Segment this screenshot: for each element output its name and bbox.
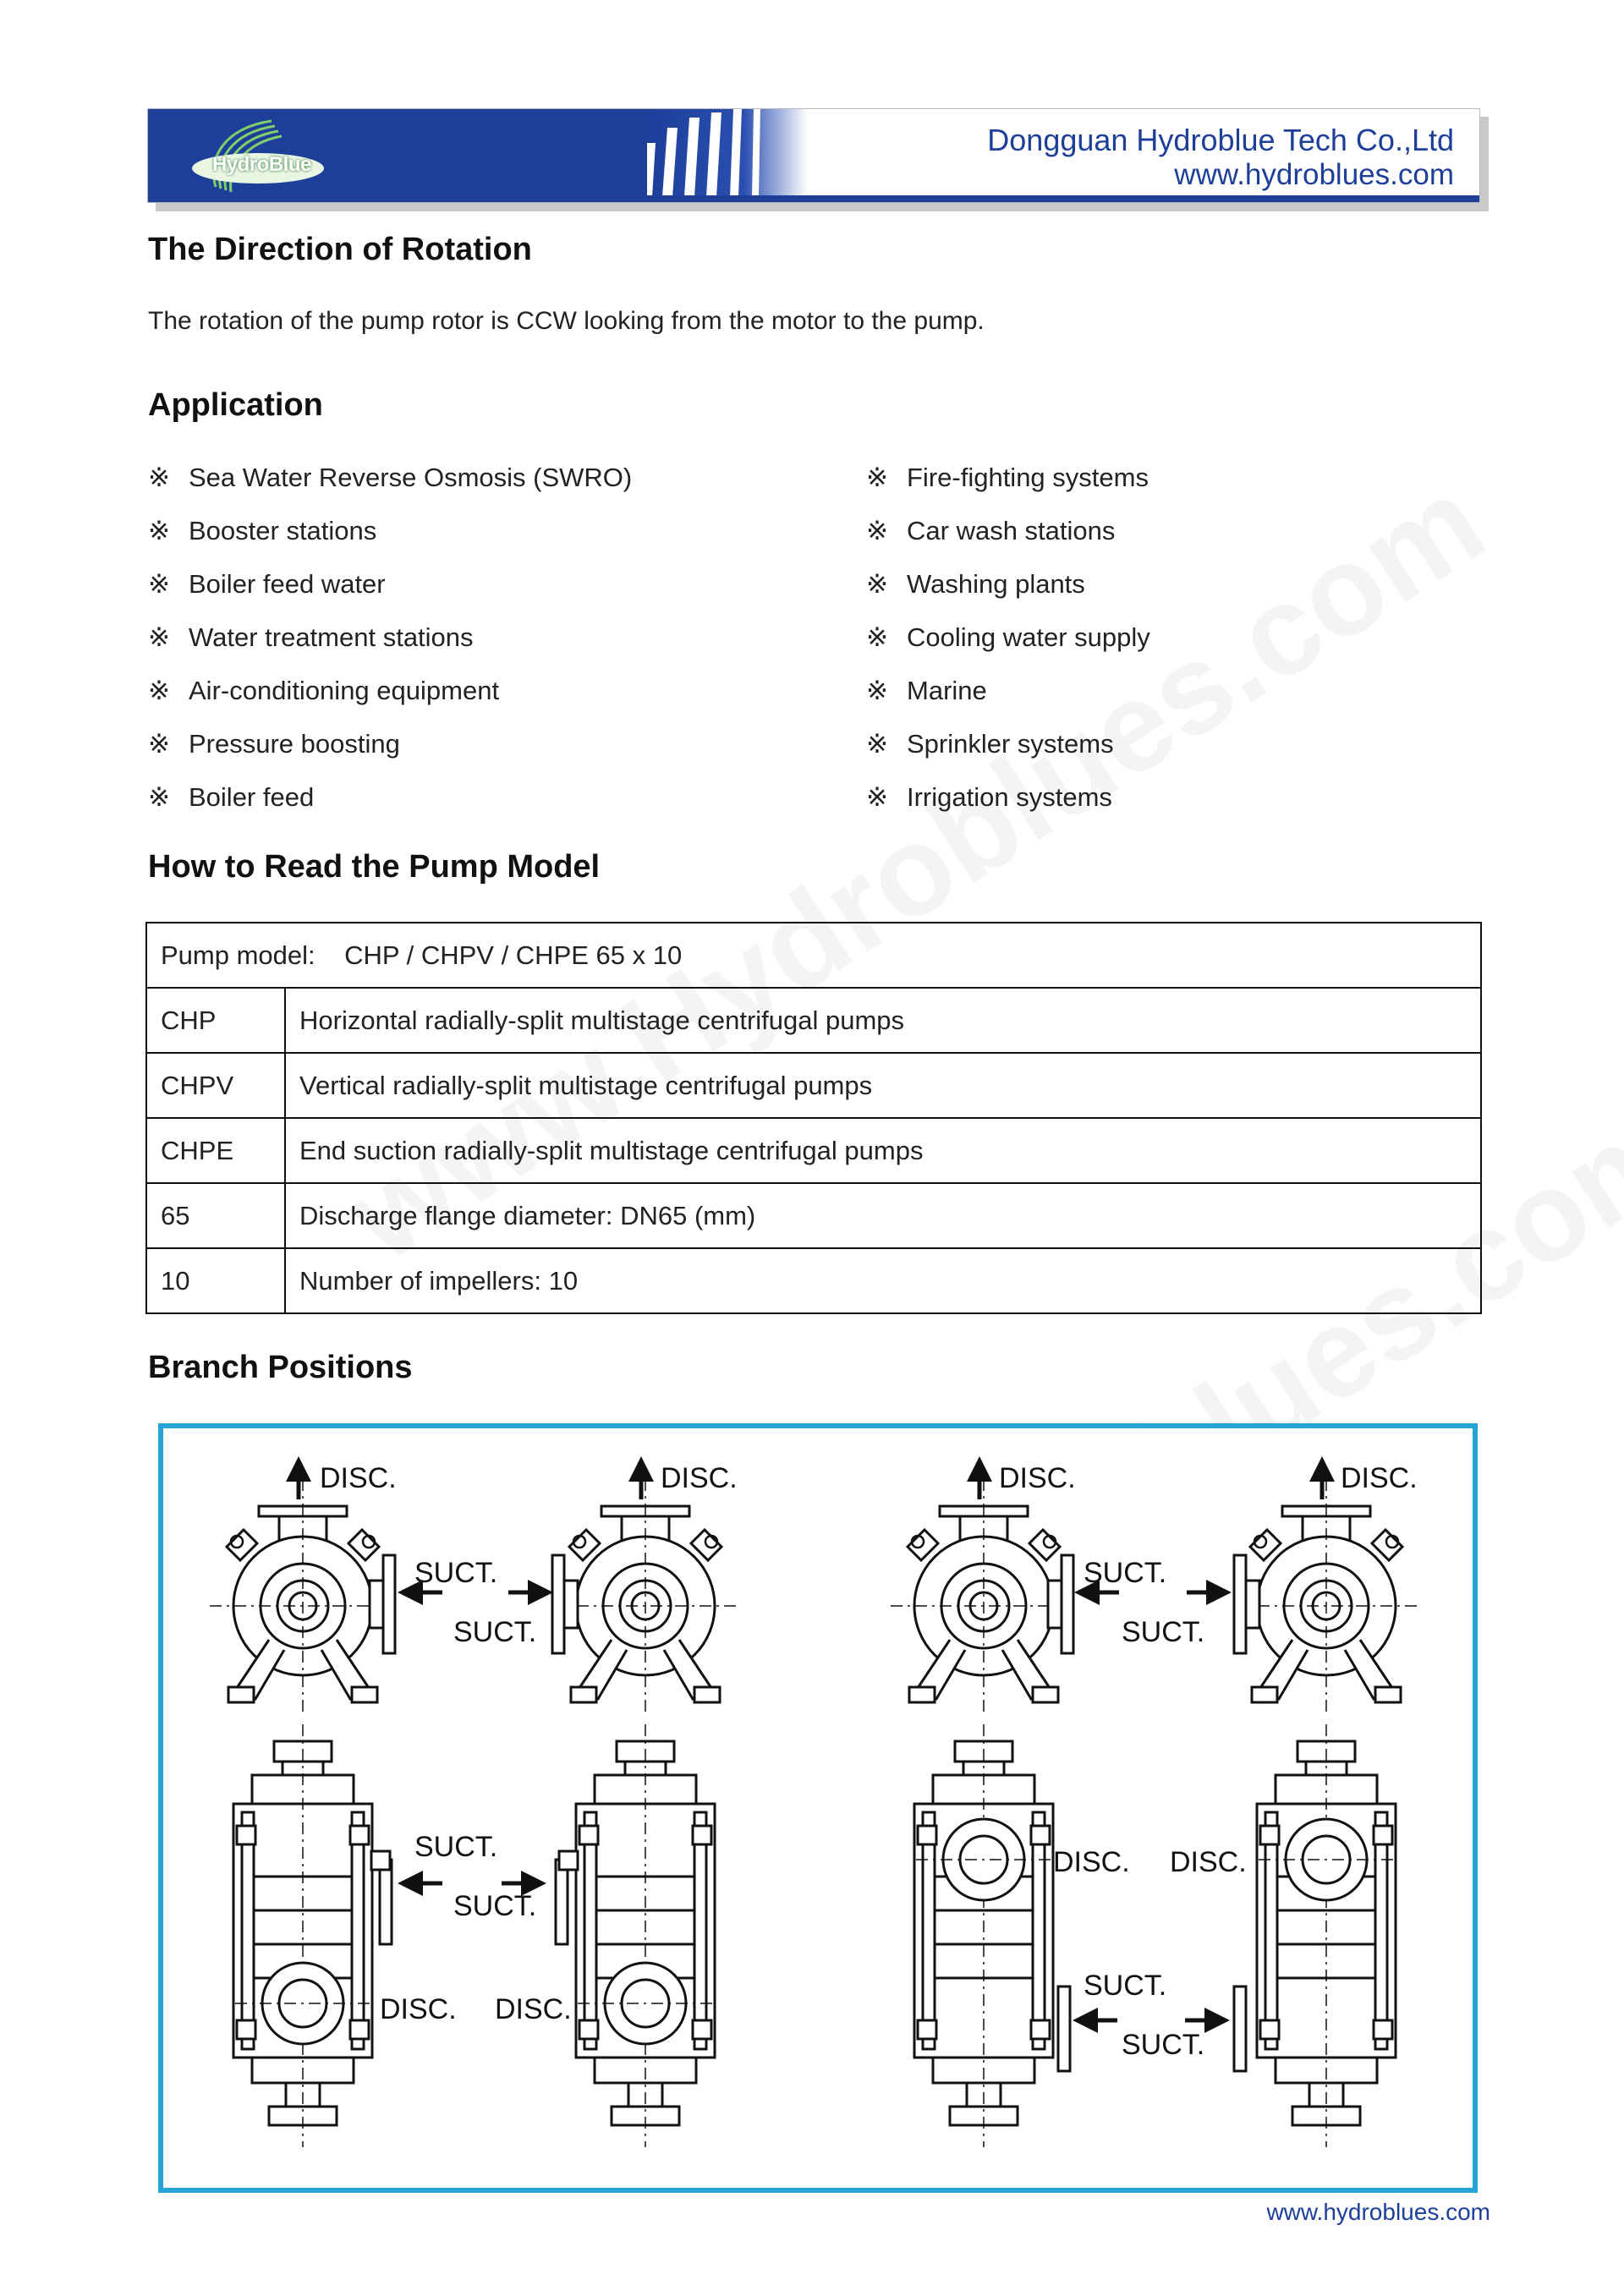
application-item: ※ Air-conditioning equipment	[148, 676, 500, 705]
bullet-icon: ※	[866, 782, 888, 812]
company-block	[987, 123, 1454, 192]
pump-drawing	[891, 1469, 1419, 1716]
suct-label: SUCT.	[453, 1616, 537, 1648]
model-label: Pump model:	[161, 940, 315, 970]
suct-label: SUCT.	[1084, 1970, 1167, 2002]
disc-label: DISC.	[495, 1993, 572, 2025]
bullet-icon: ※	[866, 676, 888, 705]
application-item: ※ Boiler feed	[148, 782, 315, 812]
application-item: ※ Water treatment stations	[148, 622, 474, 652]
table-row	[146, 1183, 1481, 1248]
disc-label: DISC.	[999, 1462, 1076, 1494]
header-stripes	[647, 109, 816, 197]
desc-cell: Discharge flange diameter: DN65 (mm)	[285, 1183, 1481, 1248]
application-item: ※ Fire-fighting systems	[866, 463, 1149, 492]
pump-drawing	[914, 1724, 1396, 2147]
pump-model-table	[145, 922, 1482, 1314]
desc-cell: Number of impellers: 10	[285, 1248, 1481, 1313]
logo-text: HydroBlue	[212, 153, 311, 176]
code-cell: CHP	[146, 988, 285, 1053]
disc-label: DISC.	[1053, 1846, 1130, 1878]
suct-label: SUCT.	[1084, 1557, 1167, 1589]
suct-label: SUCT.	[414, 1831, 498, 1863]
desc-cell: Vertical radially-split multistage centrifugal pumps	[285, 1053, 1481, 1118]
bullet-icon: ※	[148, 463, 170, 492]
model-value: CHP / CHPV / CHPE 65 x 10	[344, 940, 683, 970]
desc-cell: End suction radially-split multistage centrifugal pumps	[285, 1118, 1481, 1183]
bullet-icon: ※	[866, 516, 888, 545]
code-cell: CHPE	[146, 1118, 285, 1183]
bullet-icon: ※	[866, 463, 888, 492]
bullet-icon: ※	[148, 569, 170, 599]
suct-label: SUCT.	[1122, 1616, 1205, 1648]
company-url[interactable]: www.hydroblues.com	[1174, 158, 1454, 191]
application-item: ※ Cooling water supply	[866, 622, 1150, 652]
application-item: ※ Boiler feed water	[148, 569, 386, 599]
branch-heading: Branch Positions	[148, 1350, 413, 1385]
bullet-icon: ※	[866, 569, 888, 599]
bullet-icon: ※	[148, 516, 170, 545]
application-item: ※ Irrigation systems	[866, 782, 1112, 812]
application-item: ※ Washing plants	[866, 569, 1085, 599]
table-row	[146, 923, 1481, 988]
header-underline	[148, 195, 1479, 202]
disc-label: DISC.	[380, 1993, 457, 2025]
pump-model-heading: How to Read the Pump Model	[148, 849, 601, 885]
disc-label: DISC.	[1170, 1846, 1247, 1878]
application-item: ※ Pressure boosting	[148, 729, 400, 759]
bullet-icon: ※	[148, 729, 170, 759]
bullet-icon: ※	[866, 729, 888, 759]
bullet-icon: ※	[866, 622, 888, 652]
application-item: ※ Car wash stations	[866, 516, 1116, 545]
application-item: ※ Sprinkler systems	[866, 729, 1114, 759]
pump-drawing	[233, 1724, 715, 2147]
rotation-heading: The Direction of Rotation	[148, 232, 532, 267]
pump-drawing	[210, 1469, 738, 1716]
bullet-icon: ※	[148, 676, 170, 705]
page-header	[147, 108, 1480, 203]
model-cell	[146, 923, 1481, 988]
table-row	[146, 1248, 1481, 1313]
suct-label: SUCT.	[1122, 2029, 1205, 2061]
table-row	[146, 988, 1481, 1053]
application-item: ※ Booster stations	[148, 516, 377, 545]
bullet-icon: ※	[148, 622, 170, 652]
branch-diagram	[163, 1428, 1473, 2188]
application-heading: Application	[148, 387, 323, 423]
footer-url[interactable]: www.hydroblues.com	[1266, 2199, 1490, 2225]
code-cell: 10	[146, 1248, 285, 1313]
rotation-text: The rotation of the pump rotor is CCW looking from the motor to the pump.	[148, 307, 985, 335]
disc-label: DISC.	[661, 1462, 738, 1494]
application-item: ※ Sea Water Reverse Osmosis (SWRO)	[148, 463, 633, 492]
application-item: ※ Marine	[866, 676, 987, 705]
suct-label: SUCT.	[453, 1890, 537, 1922]
desc-cell: Horizontal radially-split multistage centrifugal pumps	[285, 988, 1481, 1053]
table-row	[146, 1118, 1481, 1183]
branch-diagram-frame	[158, 1423, 1478, 2193]
bullet-icon: ※	[148, 782, 170, 812]
suct-label: SUCT.	[414, 1557, 498, 1589]
code-cell: 65	[146, 1183, 285, 1248]
table-row	[146, 1053, 1481, 1118]
code-cell: CHPV	[146, 1053, 285, 1118]
disc-label: DISC.	[1341, 1462, 1418, 1494]
disc-label: DISC.	[320, 1462, 397, 1494]
company-name: Dongguan Hydroblue Tech Co.,Ltd	[987, 123, 1454, 157]
